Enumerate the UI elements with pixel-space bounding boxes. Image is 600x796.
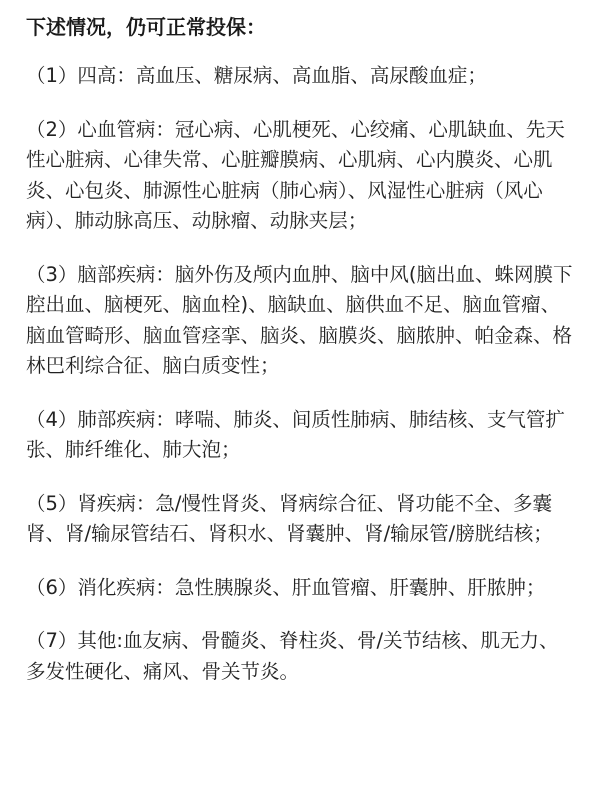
list-item-four-highs: （1）四高：高血压、糖尿病、高血脂、高尿酸血症； — [26, 64, 487, 87]
document-heading: 下述情况，仍可正常投保： — [26, 15, 266, 39]
list-item-lung-diseases: （4）肺部疾病：哮喘、肺炎、间质性肺病、肺结核、支气管扩张、肺纤维化、肺大泡； — [26, 407, 565, 461]
list-item-other-diseases: （7）其他:血友病、骨髓炎、脊柱炎、骨/关节结核、肌无力、多发性硬化、痛风、骨关节炎。 — [26, 629, 559, 683]
list-item-digestive-diseases: （6）消化疾病：急性胰腺炎、肝血管瘤、肝囊肿、肝脓肿； — [26, 575, 546, 599]
list-item-cardiovascular: （2）心血管病：冠心病、心肌梗死、心绞痛、心肌缺血、先天性心脏病、心律失常、心脏瓣膜病、心肌病、心内膜炎、心肌炎、心包炎、肺源性心脏病（肺心病）、风湿性心脏病（风心病）、肺动脉高压、动脉瘤、动脉夹层； — [26, 117, 565, 232]
list-item-brain-diseases: （3）脑部疾病：脑外伤及颅内血肿、脑中风(脑出血、蛛网膜下腔出血、脑梗死、脑血栓)、脑缺血、脑供血不足、脑血管瘤、脑血管畸形、脑血管痉挛、脑炎、脑膜炎、脑脓肿、帕金森、格林巴利综合征、脑白质变性； — [26, 262, 573, 377]
list-item-kidney-diseases: （5）肾疾病：急/慢性肾炎、肾病综合征、肾功能不全、多囊肾、肾/输尿管结石、肾积水、肾囊肿、肾/输尿管/膀胱结核； — [26, 491, 553, 545]
